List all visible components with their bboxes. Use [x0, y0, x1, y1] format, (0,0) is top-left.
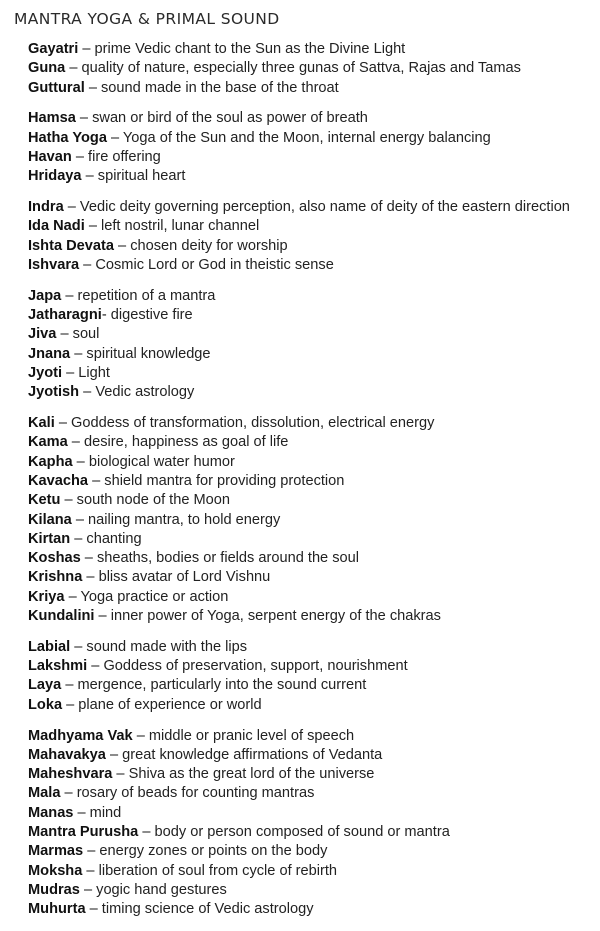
glossary-entry	[28, 727, 598, 746]
glossary-definition: great knowledge affirmations of Vedanta	[122, 746, 383, 763]
glossary-definition: fire offering	[88, 148, 161, 165]
glossary-term: Maheshvara	[28, 766, 113, 783]
entry-separator: –	[84, 79, 101, 96]
glossary-term: Hamsa	[28, 110, 76, 127]
glossary-entry	[28, 198, 598, 217]
glossary-entry	[28, 511, 598, 530]
glossary-term: Madhyama Vak	[28, 727, 133, 744]
glossary-entry	[28, 414, 598, 433]
glossary-definition: liberation of soul from cycle of rebirth	[98, 862, 338, 879]
glossary-term: Loka	[28, 696, 63, 713]
glossary-definition: mergence, particularly into the sound current	[77, 677, 367, 694]
glossary-definition: Goddess of transformation, dissolution, electrical energy	[71, 415, 435, 432]
entry-separator: –	[71, 148, 89, 165]
glossary-term: Jnana	[28, 345, 71, 362]
entry-separator: –	[80, 550, 97, 567]
glossary-term: Kali	[28, 415, 55, 432]
entry-separator: –	[79, 384, 96, 401]
glossary-entry	[28, 345, 598, 364]
glossary-entry	[28, 696, 598, 715]
glossary-term: Laya	[28, 677, 62, 694]
glossary-definition: spiritual heart	[97, 168, 186, 185]
glossary-definition: chosen deity for worship	[130, 237, 288, 254]
glossary-term: Hatha Yoga	[28, 129, 107, 146]
entry-separator: –	[62, 364, 79, 381]
glossary-entry	[28, 306, 598, 325]
glossary-term: Labial	[28, 638, 71, 655]
glossary-definition: desire, happiness as goal of life	[83, 434, 289, 451]
glossary-entry	[28, 287, 598, 306]
glossary-entry	[28, 453, 598, 472]
entry-separator: –	[81, 168, 98, 185]
glossary-entry	[28, 746, 598, 765]
glossary-term: Koshas	[28, 550, 81, 567]
entry-separator: –	[73, 804, 90, 821]
entry-separator: –	[65, 60, 82, 77]
glossary-group	[28, 638, 598, 715]
page-title: MANTRA YOGA & PRIMAL SOUND	[14, 10, 280, 28]
glossary-entry	[28, 881, 598, 900]
glossary-term: Indra	[28, 199, 64, 216]
glossary-entry	[28, 842, 598, 861]
glossary-entry	[28, 491, 598, 510]
glossary-definition: soul	[72, 326, 100, 343]
glossary-definition: chanting	[86, 530, 142, 547]
entry-separator: –	[138, 823, 155, 840]
entry-separator: –	[113, 237, 131, 254]
glossary-term: Kriya	[28, 588, 65, 605]
glossary-term: Jyotish	[28, 384, 80, 401]
glossary-definition: Yoga of the Sun and the Moon, internal energy balancing	[122, 129, 491, 146]
glossary-term: Gayatri	[28, 41, 79, 57]
glossary-definition: prime Vedic chant to the Sun as the Divine Light	[94, 41, 406, 57]
entry-separator: –	[75, 110, 93, 127]
glossary-definition: Vedic astrology	[95, 384, 195, 401]
glossary-term: Mantra Purusha	[28, 823, 139, 840]
glossary-entry	[28, 383, 598, 402]
entry-separator: –	[82, 862, 99, 879]
glossary-definition: shield mantra for providing protection	[104, 472, 345, 489]
glossary-group	[28, 287, 598, 403]
entry-separator: –	[67, 434, 84, 451]
glossary-entry	[28, 59, 598, 78]
glossary-definition: digestive fire	[110, 307, 193, 324]
glossary-term: Hridaya	[28, 168, 82, 185]
entry-separator: –	[78, 41, 95, 57]
entry-separator: –	[72, 453, 89, 470]
glossary-definition: repetition of a mantra	[77, 287, 216, 304]
glossary-definition: left nostril, lunar channel	[101, 218, 260, 235]
glossary-term: Ida Nadi	[28, 218, 85, 235]
entry-separator: –	[87, 658, 104, 675]
glossary-entry	[28, 568, 598, 587]
glossary-term: Jatharagni	[28, 307, 102, 324]
entry-separator: –	[112, 766, 129, 783]
glossary	[28, 40, 598, 931]
glossary-term: Ketu	[28, 492, 61, 509]
glossary-term: Manas	[28, 804, 74, 821]
entry-separator: –	[54, 415, 71, 432]
glossary-term: Mahavakya	[28, 746, 106, 763]
glossary-entry	[28, 129, 598, 148]
glossary-term: Kirtan	[28, 530, 71, 547]
glossary-term: Jiva	[28, 326, 57, 343]
glossary-entry	[28, 256, 598, 275]
glossary-group	[28, 414, 598, 626]
glossary-term: Japa	[28, 287, 62, 304]
entry-separator: –	[132, 727, 149, 744]
entry-separator: -	[101, 307, 111, 324]
entry-separator: –	[105, 746, 123, 763]
entry-separator: –	[94, 608, 111, 625]
glossary-term: Kilana	[28, 511, 72, 528]
entry-separator: –	[70, 530, 87, 547]
glossary-definition: Shiva as the great lord of the universe	[128, 766, 375, 783]
glossary-entry	[28, 607, 598, 626]
glossary-entry	[28, 784, 598, 803]
glossary-entry	[28, 823, 598, 842]
glossary-entry	[28, 588, 598, 607]
glossary-group	[28, 40, 598, 98]
glossary-term: Mudras	[28, 881, 80, 898]
glossary-definition: spiritual knowledge	[86, 345, 211, 362]
glossary-entry	[28, 472, 598, 491]
glossary-term: Lakshmi	[28, 658, 88, 675]
glossary-term: Ishvara	[28, 256, 80, 273]
entry-separator: –	[56, 326, 73, 343]
glossary-definition: mind	[89, 804, 122, 821]
glossary-term: Mala	[28, 785, 61, 802]
entry-separator: –	[82, 569, 99, 586]
glossary-definition: nailing mantra, to hold energy	[88, 511, 281, 528]
entry-separator: –	[88, 472, 105, 489]
glossary-entry	[28, 325, 598, 344]
glossary-definition: sheaths, bodies or fields around the soul	[96, 550, 359, 567]
entry-separator: –	[63, 199, 80, 216]
glossary-entry	[28, 364, 598, 383]
glossary-definition: yogic hand gestures	[96, 881, 227, 898]
glossary-term: Kapha	[28, 453, 73, 470]
glossary-entry	[28, 862, 598, 881]
glossary-entry	[28, 765, 598, 784]
glossary-term: Guna	[28, 60, 66, 77]
glossary-definition: sound made with the lips	[86, 638, 248, 655]
entry-separator: –	[62, 696, 79, 713]
glossary-definition: sound made in the base of the throat	[101, 79, 339, 96]
entry-separator: –	[79, 881, 97, 898]
glossary-term: Kundalini	[28, 608, 95, 625]
glossary-definition: plane of experience or world	[78, 696, 262, 713]
entry-separator: –	[84, 218, 101, 235]
entry-separator: –	[60, 785, 77, 802]
glossary-definition: south node of the Moon	[76, 492, 231, 509]
glossary-definition: Goddess of preservation, support, nourishment	[103, 658, 408, 675]
glossary-definition: middle or pranic level of speech	[148, 727, 355, 744]
glossary-definition: rosary of beads for counting mantras	[76, 785, 315, 802]
glossary-definition: Cosmic Lord or God in theistic sense	[95, 256, 334, 273]
glossary-definition: Vedic deity governing perception, also name of deity of the eastern direction	[79, 199, 570, 216]
glossary-entry	[28, 40, 598, 59]
entry-separator: –	[71, 511, 89, 528]
glossary-entry	[28, 804, 598, 823]
glossary-term: Guttural	[28, 79, 85, 96]
glossary-term: Havan	[28, 148, 72, 165]
glossary-entry	[28, 217, 598, 236]
glossary-entry	[28, 676, 598, 695]
glossary-term: Kavacha	[28, 472, 89, 489]
glossary-term: Jyoti	[28, 364, 63, 381]
glossary-entry	[28, 237, 598, 256]
glossary-term: Ishta Devata	[28, 237, 114, 254]
glossary-definition: biological water humor	[88, 453, 235, 470]
glossary-group	[28, 198, 598, 275]
glossary-entry	[28, 549, 598, 568]
entry-separator: –	[64, 588, 81, 605]
glossary-entry	[28, 530, 598, 549]
entry-separator: –	[61, 287, 78, 304]
glossary-group	[28, 727, 598, 920]
entry-separator: –	[70, 638, 87, 655]
glossary-term: Moksha	[28, 862, 83, 879]
entry-separator: –	[106, 129, 123, 146]
glossary-definition: inner power of Yoga, serpent energy of the chakras	[110, 608, 441, 625]
glossary-entry	[28, 79, 598, 98]
glossary-term: Krishna	[28, 569, 83, 586]
glossary-term: Muhurta	[28, 901, 86, 918]
glossary-definition: swan or bird of the soul as power of breath	[92, 110, 368, 127]
glossary-definition: quality of nature, especially three gunas of Sattva, Rajas and Tamas	[81, 60, 521, 77]
glossary-term: Kama	[28, 434, 68, 451]
glossary-entry	[28, 167, 598, 186]
glossary-definition: Yoga practice or action	[80, 588, 229, 605]
entry-separator: –	[79, 256, 96, 273]
glossary-entry	[28, 109, 598, 128]
glossary-definition: Light	[78, 364, 110, 381]
glossary-definition: bliss avatar of Lord Vishnu	[98, 569, 271, 586]
glossary-entry	[28, 657, 598, 676]
entry-separator: –	[70, 345, 87, 362]
glossary-entry	[28, 148, 598, 167]
glossary-definition: body or person composed of sound or mantra	[154, 823, 450, 840]
glossary-entry	[28, 433, 598, 452]
entry-separator: –	[61, 677, 78, 694]
glossary-group	[28, 109, 598, 186]
glossary-entry	[28, 638, 598, 657]
glossary-entry	[28, 900, 598, 919]
entry-separator: –	[83, 843, 100, 860]
glossary-definition: energy zones or points on the body	[99, 843, 328, 860]
entry-separator: –	[85, 901, 102, 918]
glossary-term: Marmas	[28, 843, 84, 860]
glossary-definition: timing science of Vedic astrology	[101, 901, 314, 918]
entry-separator: –	[60, 492, 77, 509]
